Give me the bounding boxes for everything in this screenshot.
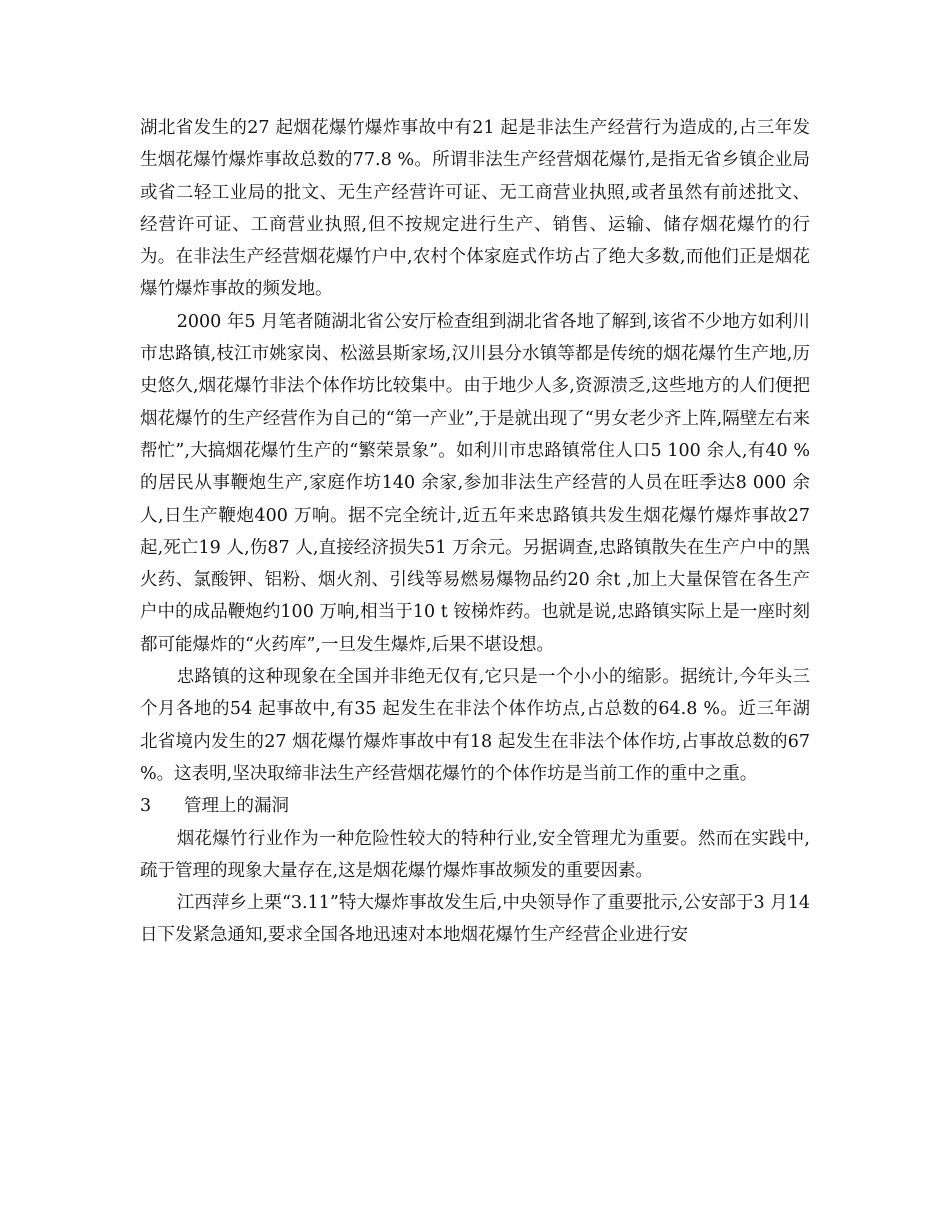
- document-body: [140, 112, 810, 952]
- paragraph-1: 湖北省发生的27 起烟花爆竹爆炸事故中有21 起是非法生产经营行为造成的,占三年发生烟花爆竹爆炸事故总数的77.8 %。所谓非法生产经营烟花爆竹,是指无省乡镇企业局或省二轻工业局的批文、无生产经营许可证、无工商营业执照,或者虽然有前述批文、经营许可证、工商营业执照,但不按规定进行生产、销售、运输、储存烟花爆竹的行为。在非法生产经营烟花爆竹户中,农村个体家庭式作坊占了绝大多数,而他们正是烟花爆竹爆炸事故的频发地。: [140, 118, 810, 300]
- paragraph-2: 2000 年5 月笔者随湖北省公安厅检查组到湖北省各地了解到,该省不少地方如利川市忠路镇,枝江市姚家岗、松滋县斯家场,汉川县分水镇等都是传统的烟花爆竹生产地,历史悠久,烟花爆竹非法个体作坊比较集中。由于地少人多,资源溃乏,这些地方的人们便把烟花爆竹的生产经营作为自己的“第一产业”,于是就出现了“男女老少齐上阵,隔壁左右来帮忙”,大搞烟花爆竹生产的“繁荣景象”。如利川市忠路镇常住人口5 100 余人,有40 %的居民从事鞭炮生产,家庭作坊140 余家,参加非法生产经营的人员在旺季达8 000 余人,日生产鞭炮400 万响。据不完全统计,近五年来忠路镇共发生烟花爆竹爆炸事故27 起,死亡19 人,伤87 人,直接经济损失51 万余元。另据调查,忠路镇散失在生产户中的黑火药、氯酸钾、铝粉、烟火剂、引线等易燃易爆物品约20 余t ,加上大量保管在各生产户中的成品鞭炮约100 万响,相当于10 t 铵梯炸药。也就是说,忠路镇实际上是一座时刻都可能爆炸的“火药库”,一旦发生爆炸,后果不堪设想。: [140, 311, 810, 655]
- paragraph-3: 忠路镇的这种现象在全国并非绝无仅有,它只是一个小小的缩影。据统计,今年头三个月各地的54 起事故中,有35 起发生在非法个体作坊点,占总数的64.8 %。近三年湖北省境内发生的27 烟花爆竹爆炸事故中有18 起发生在非法个体作坊,占事故总数的67 %。这表明,坚决取缔非法生产经营烟花爆竹的个体作坊是当前工作的重中之重。: [140, 667, 810, 784]
- paragraph-5: 江西萍乡上栗“3.11”特大爆炸事故发生后,中央领导作了重要批示,公安部于3 月14 日下发紧急通知,要求全国各地迅速对本地烟花爆竹生产经营企业进行安: [140, 893, 810, 946]
- section-title: 管理上的漏洞: [184, 796, 289, 817]
- section-number: 3: [140, 796, 152, 817]
- paragraph-4: 烟花爆竹行业作为一种危险性较大的特种行业,安全管理尤为重要。然而在实践中,疏于管理的现象大量存在,这是烟花爆竹爆炸事故频发的重要因素。: [140, 828, 810, 881]
- section-heading: [140, 790, 810, 822]
